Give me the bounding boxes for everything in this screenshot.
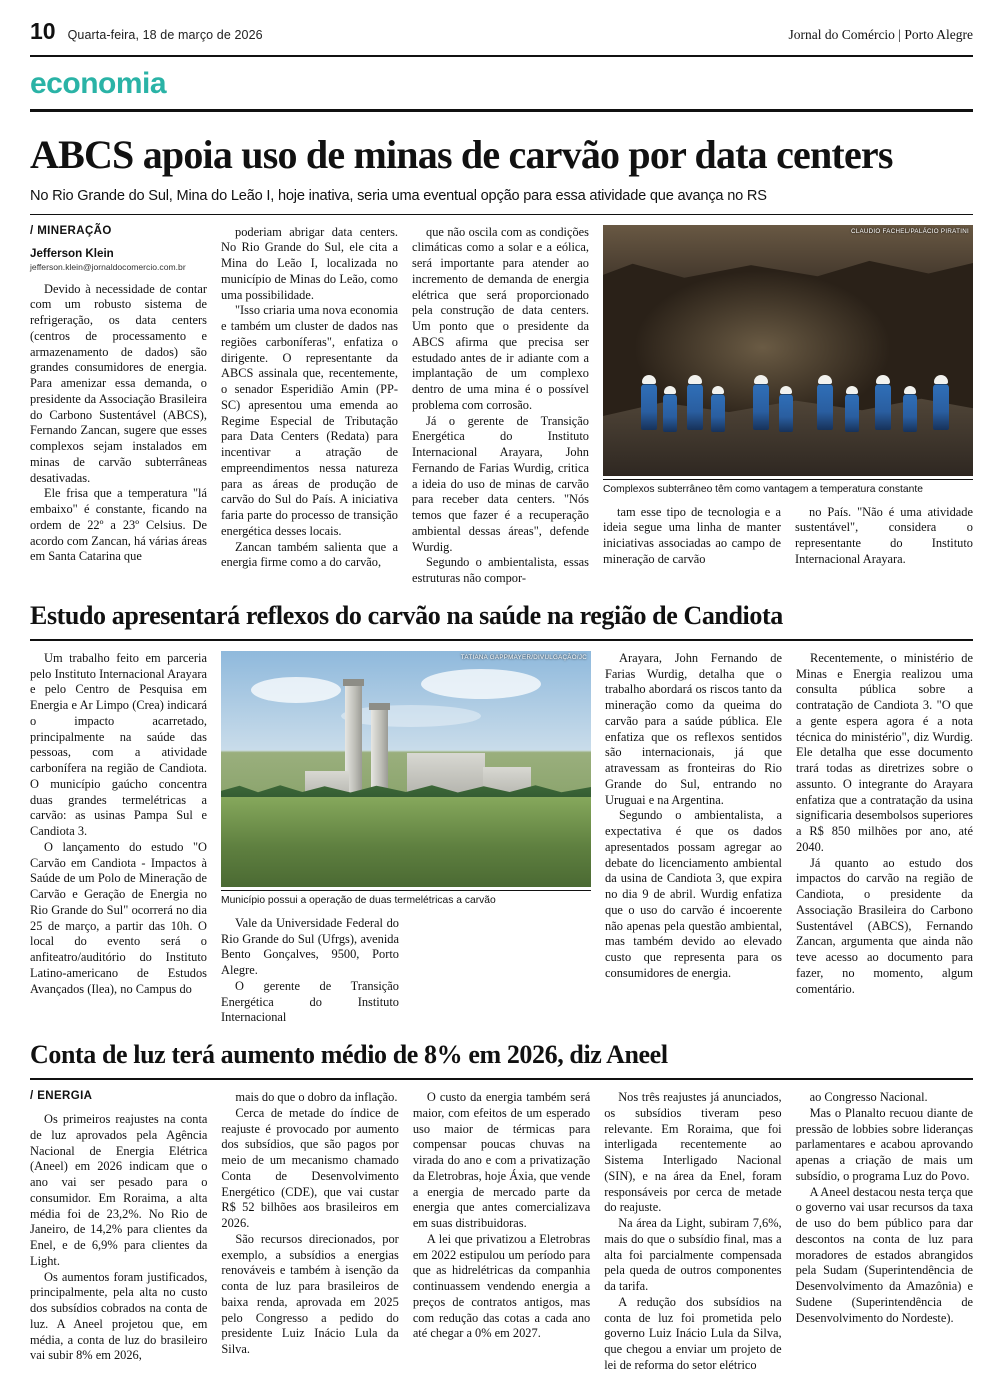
- paragraph: Os primeiros reajustes na conta de luz aprovados pela Agência Nacional de Energia Elétrica (Aneel) em 2026 indicam que o ano vai ser pesado para o consumidor. Em Roraima, a alta média foi de 23,2%. No Rio de Janeiro, de 14,2% para clientes da Enel, e de 6,9% para clientes da Light.: [30, 1112, 208, 1268]
- paragraph: Segundo o ambientalista, essas estruturas não compor-: [412, 555, 589, 585]
- article2-columns: [30, 651, 973, 1026]
- byline-author: Jefferson Klein: [30, 246, 114, 260]
- article2-col-3: [605, 651, 782, 1026]
- article3-col-4: [604, 1090, 781, 1374]
- plant-photo-wrap: [221, 651, 591, 906]
- article2-rule: [30, 639, 973, 641]
- paragraph: mais do que o dobro da inflação.: [235, 1090, 398, 1104]
- article2-col-2: [221, 916, 399, 1026]
- paragraph: Recentemente, o ministério de Minas e Energia realizou uma consulta pública sobre a contratação de Candiota 3. "O que a gente espera agora é a nota técnica do ministério", diz Wurdig. Ele detalha que esse documento trará todas as diretrizes sobre o assunto. O integrante do Arayara enfatiza que a contratação da usina significaria desembolsos superiores a R$ 850 milhões por ano, até 2040.: [796, 650, 973, 854]
- mine-photo-wrap: [603, 225, 973, 495]
- paragraph: Arayara, John Fernando de Farias Wurdig, detalha que o trabalho abordará os riscos tanto da mineração como da queima do carvão para a saúde pública. Ele enfatiza que os reflexos sentidos são internacionais, já que atravessam as fronteiras do Rio Grande do Sul, entrando no Uruguai e na Argentina.: [605, 650, 782, 807]
- article3-col-1: [30, 1090, 207, 1374]
- worker-figure: [779, 394, 793, 432]
- worker-figure: [933, 384, 949, 430]
- worker-figure: [711, 394, 725, 432]
- lead-kicker: / MINERAÇÃO: [30, 224, 112, 237]
- paragraph: Já quanto ao estudo dos impactos do carvão na região de Candiota, o presidente da Associação Brasileira do Carbono Sustentável (ABCS), Fernando Zancan, argumenta que ainda não teve acesso ao documento para fazer, no momento, algum comentário.: [796, 855, 973, 996]
- publication-name: Jornal do Comércio | Porto Alegre: [788, 27, 973, 42]
- article2-headline: Estudo apresentará reflexos do carvão na saúde na região de Candiota: [30, 600, 783, 630]
- page-number: 10: [30, 18, 56, 44]
- lead-col-2: [221, 225, 398, 587]
- article2-photo-column: [221, 651, 591, 1026]
- paragraph: tam esse tipo de tecnologia e a ideia segue uma linha de manter iniciativas associadas ao campo de mineração de carvão: [603, 504, 781, 566]
- paragraph: Cerca de metade do índice de reajuste é provocado por aumento dos subsídios, que são pagos por meio de um mecanismo chamado Conta de Desenvolvimento Energético (CDE), que vai custar R$ 52 bilhões aos brasileiros em 2026.: [221, 1105, 399, 1230]
- lead-bottom-columns: [603, 505, 973, 568]
- cloud: [341, 705, 481, 727]
- lead-col-5: [795, 505, 973, 568]
- article3-rule: [30, 1078, 973, 1080]
- article3-col-3: [413, 1090, 590, 1374]
- paragraph: O lançamento do estudo "O Carvão em Candiota - Impactos à Saúde de um Polo de Mineração de Carvão e Geração de Energia no Rio Grande do Sul" ocorrerá no dia 25 de março, a partir das 10h. O local do evento será o anfiteatro/auditório do Instituto Latino-americano de Estudos Avançados (Ilea), no Campus do: [30, 839, 207, 996]
- section-title: economia: [30, 66, 167, 100]
- paragraph: Vale da Universidade Federal do Rio Grande do Sul (Ufrgs), avenida Bento Gonçalves, 9500, Porto Alegre.: [221, 915, 399, 977]
- paragraph: A lei que privatizou a Eletrobras em 2022 estipulou um período para que as hidrelétricas da companhia continuassem vendendo energia a preços de contratos antigos, mas com redução das cotas a cada ano até chegar a 0% em 2027.: [412, 1231, 591, 1341]
- paragraph: Mas o Planalto recuou diante de pressão de lobbies sobre lideranças parlamentares e acabou aprovando apenas a criação de mais um subsídio, o programa Luz do Povo.: [795, 1105, 974, 1183]
- paragraph: Na área da Light, subiram 7,6%, mais do que o subsídio final, mas a alta foi parcialmente compensada pela queda de outros componentes da tarifa.: [604, 1216, 782, 1293]
- lead-headline: ABCS apoia uso de minas de carvão por data centers: [30, 131, 893, 177]
- paragraph: Ele frisa que a temperatura "lá embaixo" é constante, ficando na ordem de 22º a 23º Celsius. De acordo com Zancan, há várias áreas em Santa Catarina que: [30, 486, 207, 564]
- plant-photo: [221, 651, 591, 887]
- paragraph: A Aneel destacou nesta terça que o governo vai usar recursos da taxa de uso do bem público para dar descontos na conta de luz para moradores de estados abrangidos pela Sudam (Superintendência de Desenvolvimento da Amazônia) e Sudene (Superintendência de Desenvolvimento do Nordeste).: [795, 1184, 974, 1325]
- worker-figure: [817, 384, 833, 430]
- lead-col-3: [412, 225, 589, 587]
- mine-photo: [603, 225, 973, 476]
- paragraph: Um trabalho feito em parceria pelo Instituto Internacional Arayara e pelo Centro de Pesquisa em Energia e Ar Limpo (Crea) indicará o impacto acarretado, principalmente na saúde das pessoas, com a atividade carbonífera na região de Candiota. O município gaúcho concentra duas grandes termelétricas a carvão: as usinas Pampa Sul e Candiota 3.: [30, 650, 207, 838]
- paragraph: A redução dos subsídios na conta de luz foi prometida pelo governo Luiz Inácio Lula da Silva, que chegou a enviar um projeto de lei de reforma do setor elétrico: [604, 1294, 782, 1372]
- article3-kicker: / ENERGIA: [30, 1090, 93, 1102]
- lead-col-1: [30, 225, 207, 587]
- photo-credit: TATIANA GAPPMAYER/DIVULGAÇÃO/JC: [460, 653, 587, 661]
- article3-columns: [30, 1090, 973, 1374]
- article3-col-2: [221, 1090, 398, 1374]
- paragraph: O gerente de Transição Energética do Instituto Internacional: [221, 978, 399, 1025]
- article2-bottom-columns: [221, 916, 591, 1026]
- paragraph: Os aumentos foram justificados, principalmente, pela alta no custo dos subsídios cobrados na conta de luz. A Aneel projetou que, em média, a conta de luz do brasileiro vai subir 8% em 2026,: [30, 1269, 208, 1363]
- photo-caption: Complexos subterrâneo têm como vantagem a temperatura constante: [603, 479, 973, 495]
- masthead-rule: [30, 55, 973, 57]
- paragraph: poderiam abrigar data centers. No Rio Grande do Sul, ele cita a Mina do Leão I, localizada no município de Minas do Leão, como uma possibilidade.: [221, 224, 398, 302]
- issue-date: Quarta-feira, 18 de março de 2026: [67, 28, 263, 42]
- article3-col-5: [796, 1090, 973, 1374]
- worker-figure: [845, 394, 859, 432]
- masthead-left: [30, 18, 263, 45]
- cloud: [251, 677, 341, 703]
- photo-caption: Município possui a operação de duas termelétricas a carvão: [221, 890, 591, 906]
- paragraph: Devido à necessidade de contar com um robusto sistema de refrigeração, os data centers (centros de processamento e armazenamento de dados) são grandes consumidores de energia. Para amenizar essa demanda, o presidente da Associação Brasileira do Carbono Sustentável (ABCS), Fernando Zancan, sugere que esses complexos sejam instalados em minas de carvão subterrâneas desativadas.: [30, 281, 207, 485]
- paragraph: no País. "Não é uma atividade sustentável", considera o representante do Instituto Internacional Arayara.: [795, 504, 973, 566]
- paragraph: ao Congresso Nacional.: [809, 1090, 928, 1104]
- photo-credit: CLAUDIO FACHEL/PALÁCIO PIRATINI: [850, 227, 969, 235]
- worker-figure: [663, 394, 677, 432]
- paragraph: São recursos direcionados, por exemplo, a subsídios a energias renováveis e também à isenção da conta de luz para brasileiros de baixa renda, aprovada em 2025 pelo Congresso a pedido do presidente Luiz Inácio Lula da Silva.: [221, 1231, 399, 1356]
- worker-figure: [753, 384, 769, 430]
- paragraph: Segundo o ambientalista, a expectativa é que os dados apresentados possam agregar ao debate do licenciamento ambiental da usina de Candiota 3, que expira no dia 9 de abril. Wurdig enfatiza que o uso do carvão é incoerente não apenas pela questão ambiental, mas também devido ao elevado custo que representa para os consumidores de energia.: [605, 808, 782, 980]
- article3-headline: Conta de luz terá aumento médio de 8% em 2026, diz Aneel: [30, 1040, 668, 1069]
- paragraph: Nos três reajustes já anunciados, os subsídios tiveram peso relevante. Em Roraima, que foi interligada recentemente ao Sistema Interligado Nacional (SIN), e na área da Enel, foram responsáveis por cerca de metade do reajuste.: [604, 1090, 782, 1215]
- worker-figure: [641, 384, 657, 430]
- worker-figure: [687, 384, 703, 430]
- lead-columns: [30, 225, 973, 587]
- section-rule: [30, 109, 973, 112]
- lead-subhead: No Rio Grande do Sul, Mina do Leão I, hoje inativa, seria uma eventual opção para essa atividade que avança no RS: [30, 187, 767, 204]
- grass-field: [221, 797, 591, 887]
- lead-col-4: [603, 505, 781, 568]
- paragraph: Zancan também salienta que a energia firme como a do carvão,: [221, 539, 398, 570]
- paragraph: Já o gerente de Transição Energética do Instituto Internacional Arayara, John Fernando de Farias Wurdig, critica a ideia do uso de minas de carvão para receber data centers. "Nós temos que fazer é a recuperação ambiental dessas áreas", defende Wurdig.: [412, 413, 589, 554]
- article2-col-4: [796, 651, 973, 1026]
- paragraph: O custo da energia também será maior, com efeitos de um esperado uso maior de térmicas para compensar poucas chuvas na virada do ano e com a privatização da Eletrobras, hoje Áxia, que vende a energia de mercado parte da energia que antes comercializava em suas distribuidoras.: [412, 1090, 591, 1230]
- paragraph: "Isso criaria uma nova economia e também um cluster de dados nas regiões carboníferas", enfatiza o dirigente. O representante da ABCS assinala que, recentemente, o senador Esperidião Amin (PP-SC) apresentou uma emenda ao Regime Especial de Tributação para Data Centers (Redata) para incentivar a atração de empreendimentos nessa natureza para as áreas de produção de carvão do Sul do País. A iniciativa faria parte do processo de transição energética desses locais.: [221, 303, 398, 538]
- worker-figure: [903, 394, 917, 432]
- masthead: [30, 18, 973, 53]
- lead-photo-column: [603, 225, 973, 587]
- worker-figure: [875, 384, 891, 430]
- paragraph: que não oscila com as condições climáticas como a solar e a eólica, será importante para atender ao incremento de demanda de energia elétrica que será proporcionado pela construção de data centers. Um ponto que o presidente da ABCS afirma que precisa ser estudado antes de ir adiante com a implantação de um complexo dentro de uma mina é o possível problema com corrosão.: [412, 224, 589, 412]
- lead-rule: [30, 214, 973, 215]
- byline-email: jefferson.klein@jornaldocomercio.com.br: [30, 261, 186, 272]
- article2-col-1: [30, 651, 207, 1026]
- cloud: [421, 669, 541, 699]
